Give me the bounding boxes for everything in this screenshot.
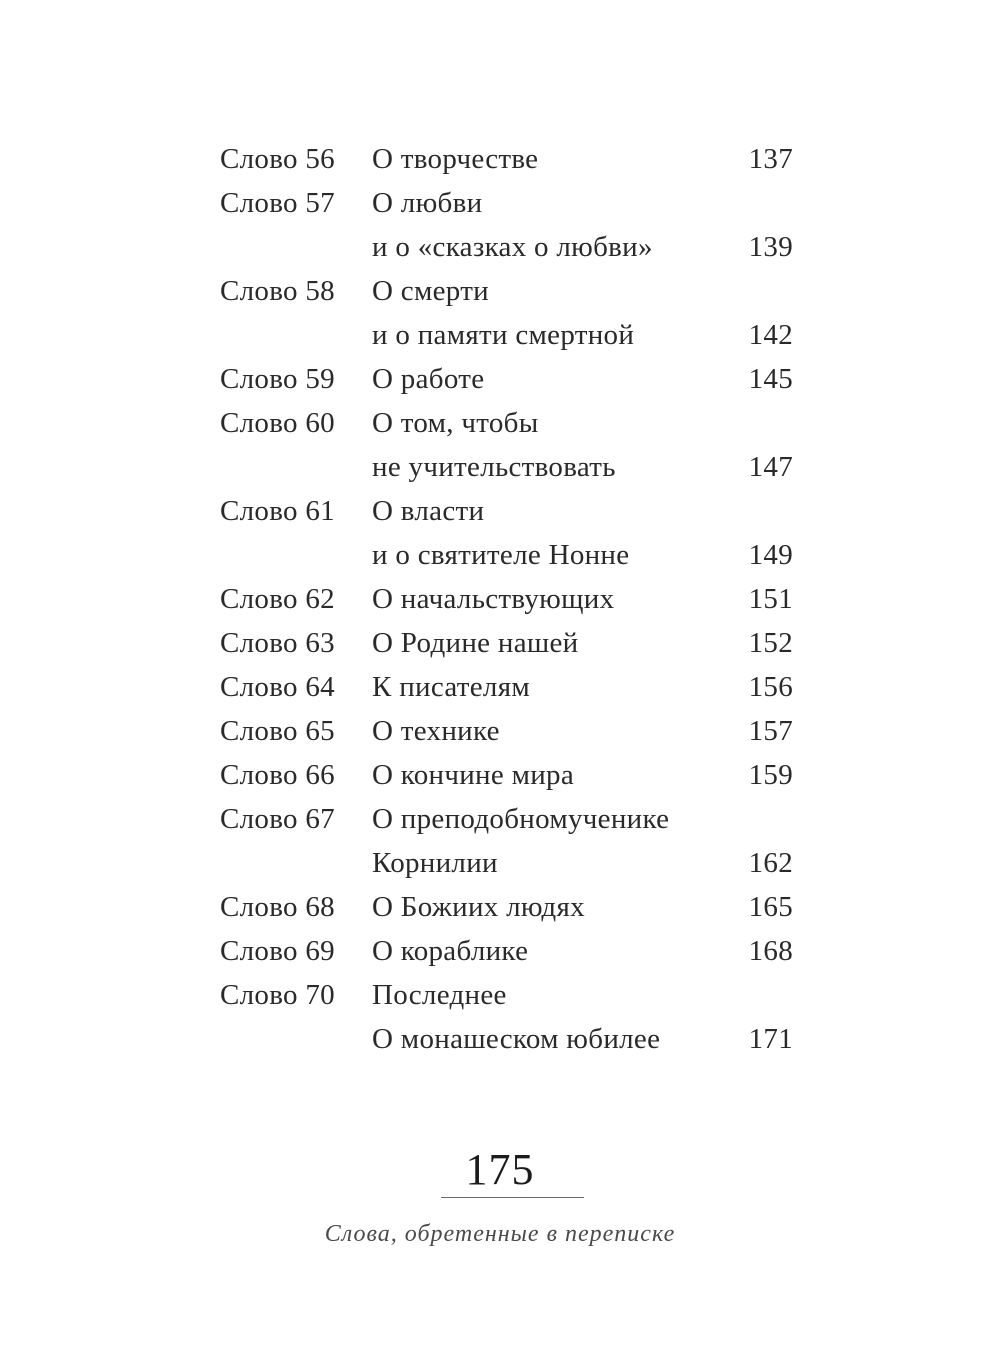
toc-entry-label: Слово 63 (220, 627, 335, 659)
table-of-contents (0, 137, 1000, 1061)
toc-entry-title: О Божиих людях (372, 891, 585, 923)
toc-entry-label: Слово 60 (220, 407, 335, 439)
toc-entry-page: 152 (748, 627, 793, 659)
toc-line (0, 841, 1000, 885)
toc-entry-page: 145 (748, 363, 793, 395)
toc-entry-title: О любви (372, 187, 483, 219)
toc-entry-title: Корнилии (372, 847, 498, 879)
toc-line (0, 269, 1000, 313)
toc-entry-label: Слово 69 (220, 935, 335, 967)
toc-line (0, 401, 1000, 445)
toc-line (0, 357, 1000, 401)
toc-line (0, 225, 1000, 269)
toc-line (0, 489, 1000, 533)
toc-entry-page: 149 (748, 539, 793, 571)
toc-entry-title: О кончине мира (372, 759, 575, 791)
toc-entry-page: 168 (748, 935, 793, 967)
toc-entry-title: О работе (372, 363, 485, 395)
toc-entry-label: Слово 68 (220, 891, 335, 923)
toc-entry-title: О начальствующих (372, 583, 615, 615)
page-number: 175 (465, 1145, 535, 1194)
toc-line (0, 577, 1000, 621)
toc-entry-title: О технике (372, 715, 500, 747)
toc-line (0, 709, 1000, 753)
toc-entry-page: 159 (748, 759, 793, 791)
toc-line (0, 137, 1000, 181)
toc-line (0, 181, 1000, 225)
toc-entry-page: 142 (748, 319, 793, 351)
toc-entry-label: Слово 57 (220, 187, 335, 219)
toc-entry-page: 139 (748, 231, 793, 263)
toc-entry-page: 162 (748, 847, 793, 879)
toc-entry-label: Слово 66 (220, 759, 335, 791)
toc-entry-title: О том, чтобы (372, 407, 539, 439)
toc-line (0, 753, 1000, 797)
toc-line (0, 533, 1000, 577)
toc-entry-title: К писателям (372, 671, 530, 703)
toc-line (0, 973, 1000, 1017)
page-number-rule (441, 1197, 584, 1198)
running-footer-title: Слова, обретенные в переписке (324, 1221, 676, 1247)
toc-entry-title: О Родине нашей (372, 627, 579, 659)
toc-entry-page: 165 (748, 891, 793, 923)
toc-entry-label: Слово 58 (220, 275, 335, 307)
toc-entry-label: Слово 70 (220, 979, 335, 1011)
toc-entry-title: О творчестве (372, 143, 539, 175)
toc-entry-page: 156 (748, 671, 793, 703)
toc-line (0, 797, 1000, 841)
toc-entry-label: Слово 64 (220, 671, 335, 703)
toc-entry-title: О монашеском юбилее (372, 1023, 661, 1055)
toc-entry-page: 147 (748, 451, 793, 483)
toc-entry-label: Слово 62 (220, 583, 335, 615)
toc-entry-title: О кораблике (372, 935, 529, 967)
toc-entry-label: Слово 61 (220, 495, 335, 527)
toc-entry-title: не учительствовать (372, 451, 616, 483)
toc-entry-page: 171 (748, 1023, 793, 1055)
toc-line (0, 929, 1000, 973)
toc-entry-title: О преподобномученике (372, 803, 670, 835)
toc-entry-title: и о святителе Нонне (372, 539, 630, 571)
toc-entry-page: 137 (748, 143, 793, 175)
toc-entry-label: Слово 56 (220, 143, 335, 175)
toc-entry-title: Последнее (372, 979, 507, 1011)
toc-line (0, 665, 1000, 709)
toc-line (0, 885, 1000, 929)
toc-entry-label: Слово 59 (220, 363, 335, 395)
toc-entry-label: Слово 65 (220, 715, 335, 747)
toc-line (0, 313, 1000, 357)
toc-entry-label: Слово 67 (220, 803, 335, 835)
toc-entry-page: 151 (748, 583, 793, 615)
toc-line (0, 445, 1000, 489)
toc-entry-page: 157 (748, 715, 793, 747)
toc-entry-title: О власти (372, 495, 485, 527)
toc-entry-title: и о памяти смертной (372, 319, 635, 351)
toc-entry-title: О смерти (372, 275, 489, 307)
toc-entry-title: и о «сказках о любви» (372, 231, 653, 263)
toc-line (0, 621, 1000, 665)
toc-line (0, 1017, 1000, 1061)
